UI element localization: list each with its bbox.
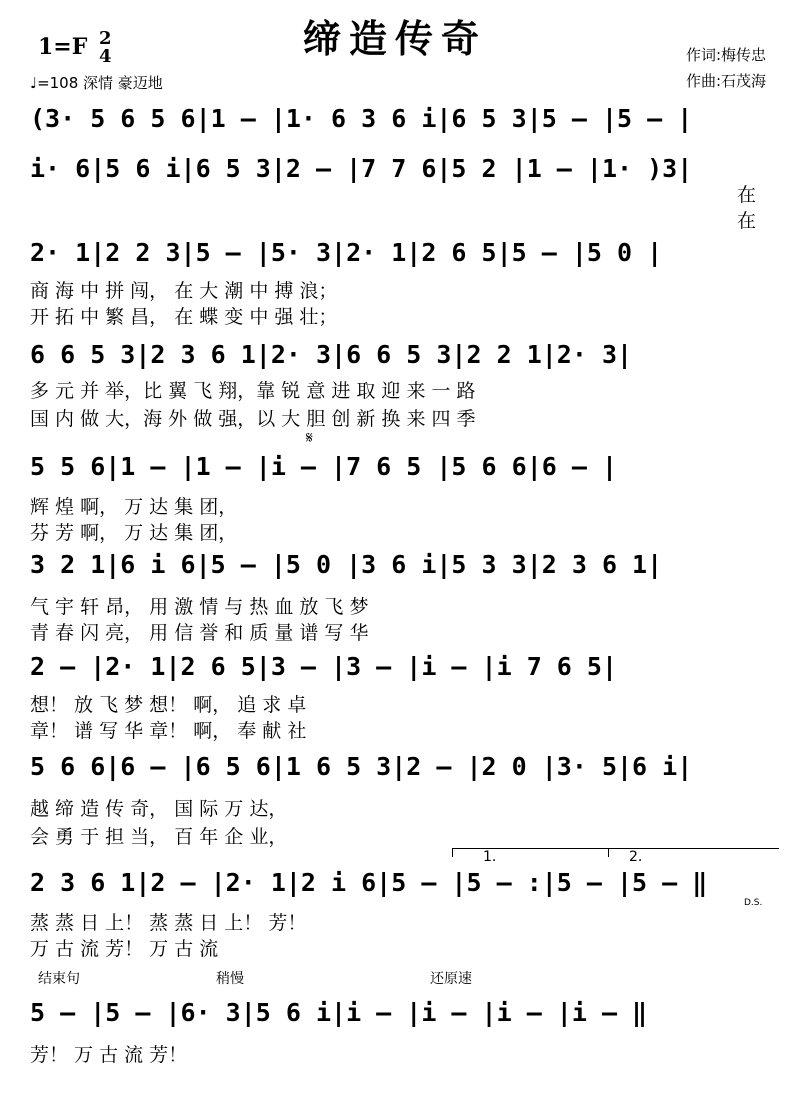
time-bottom: 4	[99, 46, 112, 67]
lyric-line: 想！ 放 飞 梦 想！ 啊， 追 求 卓	[30, 694, 307, 716]
lyric-line: 会 勇 于 担 当， 百 年 企 业，	[30, 826, 288, 848]
notation-line: i· 6|5 6 i|6 5 3|2 – |7 7 6|5 2 |1 – |1· )3|	[30, 154, 693, 183]
volta-2: 2.	[608, 848, 779, 857]
lyric-line: 青 春 闪 亮， 用 信 誉 和 质 量 谱 写 华	[30, 622, 369, 644]
notation-line: 2 – |2· 1|2 6 5|3 – |3 – |i – |i 7 6 5|	[30, 652, 617, 681]
key-label: 1=F	[38, 34, 88, 60]
volta-1: 1.	[452, 848, 618, 857]
lyric-line: 万 古 流 芳！ 万 古 流	[30, 938, 219, 960]
notation-line: 6 6 5 3|2 3 6 1|2· 3|6 6 5 3|2 2 1|2· 3|	[30, 340, 633, 369]
lyric-line: 越 缔 造 传 奇， 国 际 万 达，	[30, 798, 288, 820]
song-title: 缔造传奇	[302, 16, 487, 61]
time-top: 2	[99, 28, 112, 49]
tempo-return-label: 还原速	[430, 971, 472, 987]
slow-label: 稍慢	[216, 971, 244, 987]
notation-line: 5 6 6|6 – |6 5 6|1 6 5 3|2 – |2 0 |3· 5|6 i|	[30, 752, 693, 781]
notation-line: (3· 5 6 5 6|1 – |1· 6 3 6 i|6 5 3|5 – |5 – |	[30, 104, 693, 133]
ending-label: 结束句	[38, 971, 80, 987]
lyric-line: 国 内 做 大，海 外 做 强，以 大 胆 创 新 换 来 四 季	[30, 408, 476, 430]
lyric-line: 在	[737, 210, 757, 232]
lyric-line: 芳！ 万 古 流 芳！	[30, 1044, 188, 1066]
lyric-line: 章！ 谱 写 华 章！ 啊， 奉 献 社	[30, 720, 307, 742]
lyric-line: 气 宇 轩 昂， 用 激 情 与 热 血 放 飞 梦	[30, 596, 369, 618]
lyric-line: 蒸 蒸 日 上！ 蒸 蒸 日 上！ 芳！	[30, 912, 307, 934]
segno-sign: 𝄋	[306, 428, 313, 447]
notation-line: 5 5 6|1 – |1 – |i – |7 6 5 |5 6 6|6 – |	[30, 452, 617, 481]
lyric-line: 开 拓 中 繁 昌， 在 蝶 变 中 强 壮；	[30, 306, 338, 328]
notation-line: 5 – |5 – |6· 3|5 6 i|i – |i – |i – |i – ‖	[30, 998, 648, 1027]
tempo-marking: ♩=108 深情 豪迈地	[30, 74, 163, 92]
notation-line: 2 3 6 1|2 – |2· 1|2 i 6|5 – |5 – :|5 – |5 – ‖	[30, 868, 708, 897]
notation-line: 2· 1|2 2 3|5 – |5· 3|2· 1|2 6 5|5 – |5 0 |	[30, 238, 663, 267]
key-signature	[38, 30, 112, 66]
ds-marking: D.S.	[744, 898, 763, 908]
lyric-line: 商 海 中 拼 闯， 在 大 潮 中 搏 浪；	[30, 280, 338, 302]
composer-credit: 作曲:石茂海	[685, 72, 766, 90]
time-signature	[99, 30, 112, 66]
lyricist-credit: 作词:梅传忠	[685, 46, 766, 64]
lyric-line: 多 元 并 举，比 翼 飞 翔，靠 锐 意 进 取 迎 来 一 路	[30, 380, 476, 402]
lyric-line: 芬 芳 啊， 万 达 集 团，	[30, 522, 238, 544]
lyric-line: 在	[737, 184, 757, 206]
lyric-line: 辉 煌 啊， 万 达 集 团，	[30, 496, 238, 518]
notation-line: 3 2 1|6 i 6|5 – |5 0 |3 6 i|5 3 3|2 3 6 1|	[30, 550, 663, 579]
